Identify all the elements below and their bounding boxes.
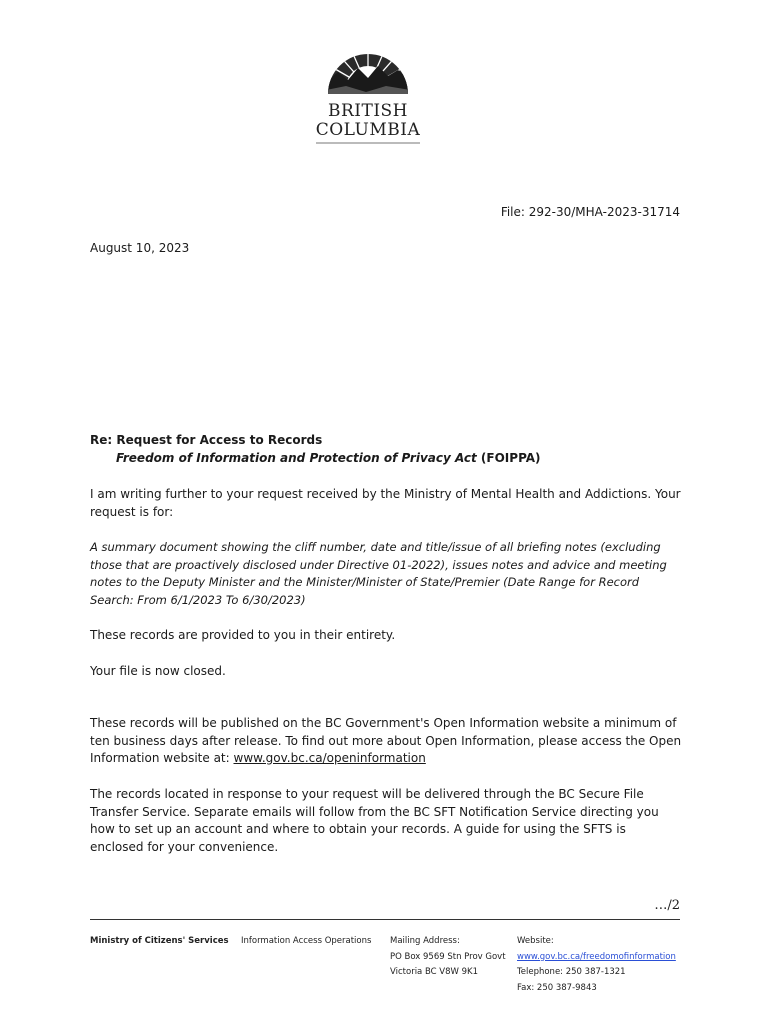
paragraph-records-provided: These records are provided to you in their entirety. (90, 628, 396, 642)
footer-ministry: Ministry of Citizens' Services (90, 936, 229, 946)
paragraph-request-description: A summary document showing the cliff number, date and title/issue of all briefing notes (excluding those that are proactively disclosed under Directive 01-2022), issues notes and advice and meeting notes to the Deputy Minister and the Minister/Minister of State/Premier (Date Range for Record Search: From 6/1/2023 To 6/30/2023) (90, 540, 667, 607)
open-information-text: These records will be published on the BC Government's Open Information website a minimum of ten business days after release. To find out more about Open Information, please access the Open Information website at: (90, 716, 682, 765)
fax: Fax: 250 387-9843 (517, 982, 597, 993)
mailing-line-2: Victoria BC V8W 9K1 (390, 967, 479, 977)
logo-text-british: BRITISH (327, 101, 409, 121)
paragraph-open-information (90, 715, 682, 768)
open-information-link[interactable]: www.gov.bc.ca/openinformation (233, 751, 426, 765)
paragraph-sfts-delivery: The records located in response to your request will be delivered through the BC Secure File Transfer Service. Separate emails will follow from the BC SFT Notification Service directing you how to set up an account and where to obtain your records. A guide for using the SFTS is enclosed for your convenience. (90, 787, 659, 854)
letter-date: August 10, 2023 (90, 241, 190, 255)
logo-divider (316, 142, 420, 144)
footer-divider (90, 919, 680, 920)
logo-text-columbia: COLUMBIA (315, 120, 421, 140)
subject-block (90, 433, 690, 465)
subject-line: Re: Request for Access to Records (90, 433, 323, 447)
paragraph-file-closed: Your file is now closed. (90, 664, 226, 678)
footer-website (517, 934, 676, 996)
file-reference: File: 292-30/MHA-2023-31714 (500, 205, 680, 219)
website-link[interactable]: www.gov.bc.ca/freedomofinformation (517, 951, 676, 962)
bc-sunburst-emblem-icon (326, 44, 410, 100)
footer-mailing-address (390, 934, 506, 981)
act-line (116, 451, 690, 465)
bc-government-logo (300, 44, 436, 148)
mailing-label: Mailing Address: (390, 936, 460, 946)
telephone: Telephone: 250 387-1321 (517, 967, 626, 977)
footer-unit: Information Access Operations (241, 936, 372, 946)
act-name: Freedom of Information and Protection of Privacy Act (116, 451, 477, 465)
page-continuation: …/2 (654, 898, 680, 913)
website-label: Website: (517, 936, 554, 946)
mailing-line-1: PO Box 9569 Stn Prov Govt (390, 951, 506, 962)
paragraph-request-intro: I am writing further to your request received by the Ministry of Mental Health and Addictions. Your request is for: (90, 487, 681, 519)
act-abbreviation: (FOIPPA) (476, 451, 541, 465)
